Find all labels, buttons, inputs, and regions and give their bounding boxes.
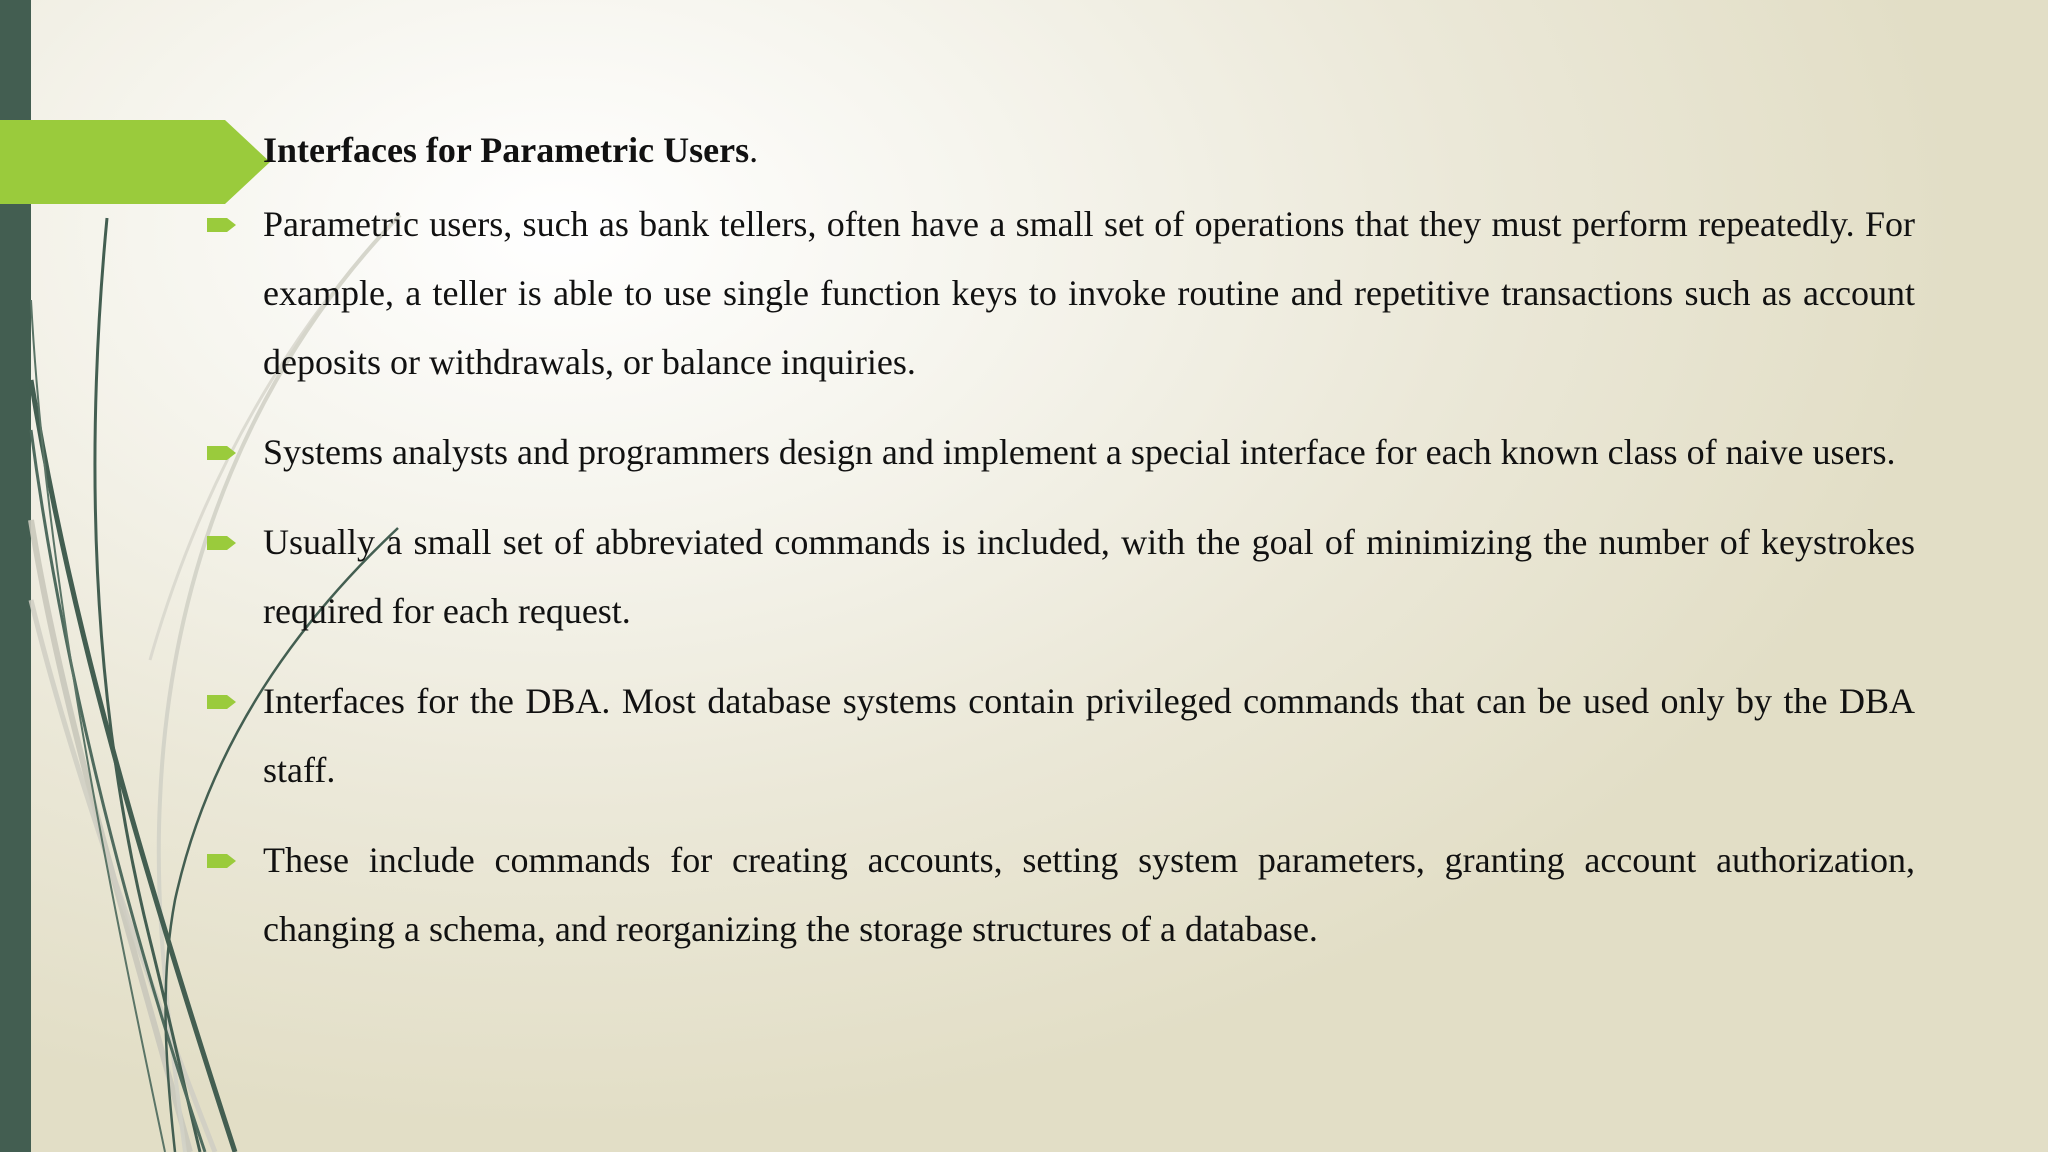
arrow-right-icon <box>207 217 237 233</box>
arrow-right-icon <box>207 535 237 551</box>
slide-title-text: Interfaces for Parametric Users <box>263 130 750 170</box>
arrow-right-icon <box>207 853 237 869</box>
bullet-item <box>263 508 1915 646</box>
slide-title <box>263 120 1915 180</box>
bullet-item <box>263 418 1915 487</box>
bullet-item <box>263 826 1915 964</box>
arrow-right-icon <box>207 694 237 710</box>
arrow-right-icon <box>207 445 237 461</box>
bullet-text: Usually a small set of abbreviated commands is included, with the goal of minimizing the number of keystrokes required for each request. <box>263 522 1915 631</box>
bullet-text: Systems analysts and programmers design and implement a special interface for each known class of naive users. <box>263 432 1896 472</box>
bullet-text: Parametric users, such as bank tellers, often have a small set of operations that they must perform repeatedly. For example, a teller is able to use single function keys to invoke routine and repetitive transactions such as account deposits or withdrawals, or balance inquiries. <box>263 204 1915 382</box>
slide-content <box>263 120 1915 985</box>
slide-title-suffix: . <box>749 130 759 170</box>
bullet-text: These include commands for creating accounts, setting system parameters, granting account authorization, changing a schema, and reorganizing the storage structures of a database. <box>263 840 1915 949</box>
bullet-text: Interfaces for the DBA. Most database systems contain privileged commands that can be used only by the DBA staff. <box>263 681 1915 790</box>
title-accent-tab <box>0 120 270 204</box>
bullet-item <box>263 667 1915 805</box>
bullet-item <box>263 190 1915 397</box>
